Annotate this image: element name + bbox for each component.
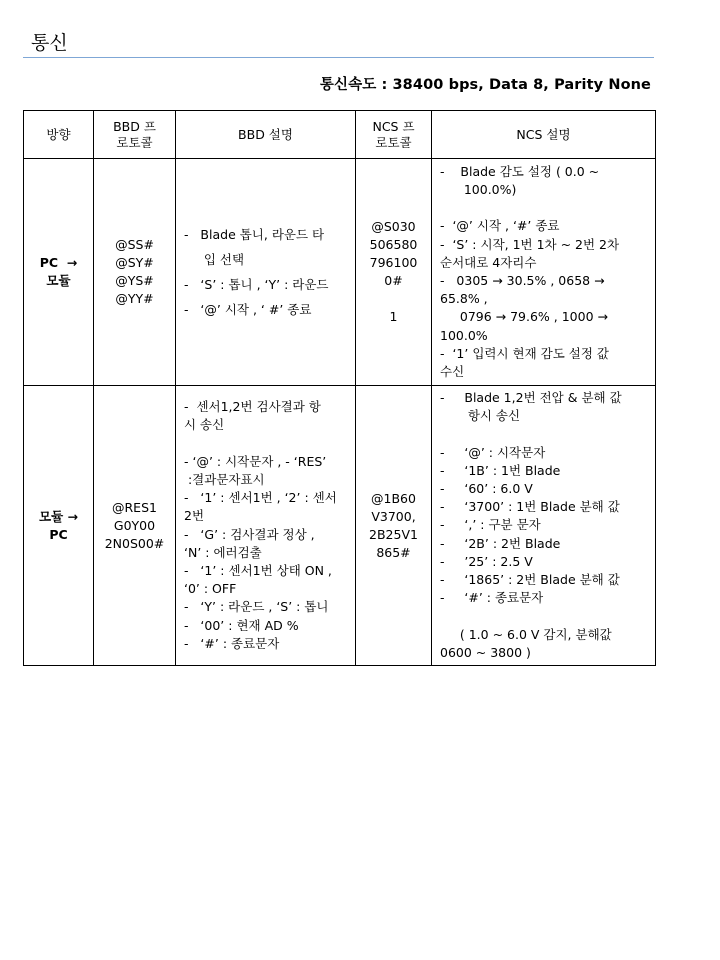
direction-line: PC →	[39, 255, 78, 270]
ncs-desc-line: 수신	[440, 364, 465, 380]
header-bbd-desc: BBD 설명	[176, 111, 356, 159]
ncs-desc-line: - ‘1865’ : 2번 Blade 분해 값	[440, 572, 620, 588]
bbd-desc-line: - ‘@’ : 시작문자 , - ‘RES’	[184, 453, 327, 469]
ncs-desc-line: 100.0%)	[440, 181, 517, 197]
ncs-desc-line: - ‘,’ : 구분 문자	[440, 517, 541, 533]
ncs-desc-line: 100.0%	[440, 327, 488, 343]
bbd-desc-line: - ‘00’ : 현재 AD %	[184, 617, 299, 633]
bbd-desc-line: - ‘1’ : 센서1번 , ‘2’ : 센서	[184, 490, 337, 506]
bbd-desc-line: 입 선택	[184, 252, 245, 267]
ncs-protocol-code: 506580	[369, 237, 418, 252]
bbd-protocol-cell	[94, 159, 176, 386]
bbd-desc-line: 시 송신	[184, 417, 225, 433]
table-row-pc-to-module	[24, 159, 656, 386]
ncs-desc-cell	[432, 386, 656, 666]
ncs-desc-line: - ‘S’ : 시작, 1번 1차 ~ 2번 2차	[440, 236, 620, 252]
direction-cell	[24, 159, 94, 386]
ncs-protocol-code: @1B60	[371, 490, 416, 506]
ncs-desc-line: - ’25’ : 2.5 V	[440, 553, 533, 569]
ncs-desc-line: 항시 송신	[440, 408, 521, 424]
bbd-desc-cell	[176, 386, 356, 666]
bbd-desc-line: - ‘@’ 시작 , ‘ #’ 종료	[184, 302, 312, 317]
ncs-desc-line: - ‘3700’ : 1번 Blade 분해 값	[440, 499, 620, 515]
ncs-desc-line: - Blade 1,2번 전압 & 분해 값	[440, 390, 622, 405]
direction-line: 모듈	[46, 273, 71, 288]
bbd-desc-line: 2번	[184, 508, 205, 524]
ncs-desc-line	[440, 199, 649, 217]
bbd-protocol-cell	[94, 386, 176, 666]
direction-line: 모듈 →	[39, 508, 78, 524]
ncs-desc-line: - ‘2B’ : 2번 Blade	[440, 535, 561, 551]
bbd-protocol-code: @SY#	[115, 255, 154, 270]
bbd-protocol-code: 2N0S00#	[104, 535, 165, 551]
header-ncs-desc: NCS 설명	[432, 111, 656, 159]
protocol-table	[23, 110, 656, 666]
ncs-protocol-code: 1	[389, 309, 398, 324]
ncs-desc-line	[440, 607, 649, 625]
ncs-protocol-cell	[356, 159, 432, 386]
bbd-protocol-code: @YY#	[115, 291, 154, 306]
header-direction: 방향	[24, 111, 94, 159]
ncs-desc-line: - ‘1’ 입력시 현재 감도 설정 값	[440, 345, 609, 361]
bbd-desc-line	[184, 435, 349, 453]
header-bbd-protocol-line: BBD 프	[113, 118, 156, 134]
bbd-protocol-code: G0Y00	[113, 517, 156, 533]
ncs-desc-line	[440, 425, 649, 443]
ncs-protocol-code: 865#	[376, 544, 411, 560]
bbd-desc-line: ‘N’ : 에러검출	[184, 544, 262, 560]
bbd-desc-line: - Blade 톱니, 라운드 타	[184, 227, 325, 242]
ncs-protocol-code	[356, 290, 431, 308]
bbd-desc-line: - ‘Y’ : 라운드 , ‘S’ : 톱니	[184, 599, 329, 615]
ncs-desc-line: - Blade 감도 설정 ( 0.0 ~	[440, 163, 600, 179]
bbd-desc-line: - ‘1’ : 센서1번 상태 ON ,	[184, 562, 332, 578]
bbd-protocol-code: @YS#	[115, 273, 154, 288]
ncs-desc-line: - ‘@’ 시작 , ‘#’ 종료	[440, 218, 560, 234]
bbd-desc-line: - ‘G’ : 검사결과 정상 ,	[184, 526, 315, 542]
table-row-module-to-pc	[24, 386, 656, 666]
header-bbd-protocol	[94, 111, 176, 159]
header-bbd-protocol-line: 로토콜	[116, 134, 153, 150]
ncs-desc-line: ( 1.0 ~ 6.0 V 감지, 분해값	[440, 626, 612, 642]
ncs-desc-line: - ‘#’ : 종료문자	[440, 590, 544, 606]
ncs-desc-line: - ‘@’ : 시작문자	[440, 444, 546, 460]
header-ncs-protocol	[356, 111, 432, 159]
ncs-protocol-code: @S030	[371, 219, 416, 234]
communication-speed: 통신속도 : 38400 bps, Data 8, Parity None	[319, 77, 651, 93]
ncs-desc-cell	[432, 159, 656, 386]
ncs-desc-line: - 0305 → 30.5% , 0658 →	[440, 273, 605, 288]
bbd-protocol-code: @SS#	[115, 237, 154, 252]
ncs-desc-line: 0600 ~ 3800 )	[440, 644, 531, 660]
table-header-row	[24, 111, 656, 159]
direction-cell	[24, 386, 94, 666]
ncs-protocol-code: 2B25V1	[369, 526, 418, 542]
bbd-desc-line: - ‘#’ : 종료문자	[184, 635, 280, 651]
ncs-protocol-code: 0#	[384, 273, 403, 288]
ncs-desc-line: 0796 → 79.6% , 1000 →	[440, 309, 608, 325]
bbd-desc-line: - ‘S’ : 톱니 , ‘Y’ : 라운드	[184, 277, 329, 292]
ncs-protocol-code: 796100	[369, 255, 418, 270]
header-ncs-protocol-line: NCS 프	[372, 118, 415, 134]
ncs-protocol-code: V3700,	[371, 508, 416, 524]
header-ncs-protocol-line: 로토콜	[375, 134, 412, 150]
bbd-desc-cell	[176, 159, 356, 386]
ncs-desc-line: - ‘1B’ : 1번 Blade	[440, 462, 561, 478]
bbd-desc-line: - 센서1,2번 검사결과 항	[184, 399, 321, 415]
page-title: 통신	[31, 32, 68, 54]
ncs-protocol-cell	[356, 386, 432, 666]
bbd-desc-line: :결과문자표시	[184, 471, 265, 487]
ncs-desc-line: 순서대로 4자리수	[440, 254, 537, 270]
bbd-desc-line: ‘0’ : OFF	[184, 581, 237, 597]
ncs-desc-line: - ‘60’ : 6.0 V	[440, 481, 533, 497]
title-divider	[23, 57, 654, 58]
ncs-desc-line: 65.8% ,	[440, 291, 488, 307]
bbd-protocol-code: @RES1	[112, 499, 157, 515]
direction-line: PC	[49, 526, 68, 542]
